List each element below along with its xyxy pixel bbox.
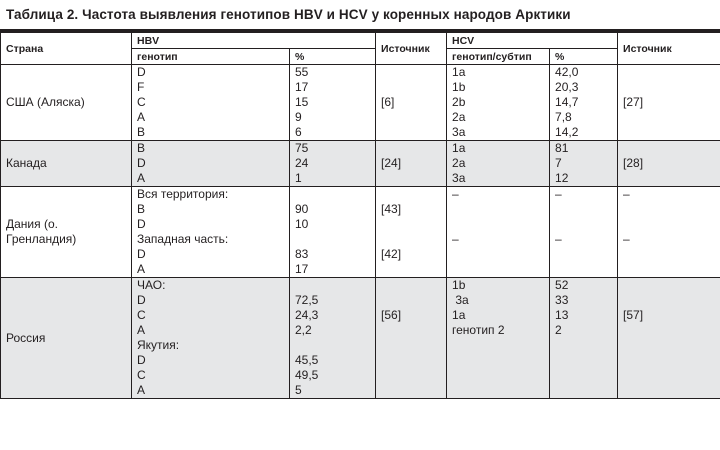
hcv-percent-cell xyxy=(550,278,618,399)
hcv-genotype-cell xyxy=(447,278,550,399)
list-item: C xyxy=(137,368,146,382)
list-item: A xyxy=(137,262,146,276)
list-item xyxy=(295,232,370,247)
hcv-percent-cell xyxy=(550,141,618,187)
dash: – xyxy=(555,232,562,246)
list-item: C xyxy=(137,308,146,322)
country-cell: Канада xyxy=(1,141,132,187)
header-source-hcv: Источник xyxy=(618,33,720,65)
country-cell: Дания (о. Гренландия) xyxy=(1,187,132,278)
spacer xyxy=(555,338,612,353)
spacer xyxy=(623,217,715,232)
list-item: D xyxy=(137,293,146,307)
spacer xyxy=(623,323,715,338)
hbv-percent-cell xyxy=(290,278,376,399)
list-item: 5 xyxy=(295,383,302,397)
list-item: 3a xyxy=(452,171,466,185)
list-item: D xyxy=(137,247,146,261)
hcv-percent-cell xyxy=(550,65,618,141)
list-item: A xyxy=(137,171,146,185)
hcv-genotype-cell xyxy=(447,65,550,141)
hbv-genotype-cell xyxy=(132,65,290,141)
list-item: A xyxy=(137,110,146,124)
list-item: 12 xyxy=(555,171,569,185)
hbv-genotype-cell xyxy=(132,187,290,278)
hbv-source-cell: [24] xyxy=(376,141,447,187)
spacer xyxy=(623,278,715,293)
list-item: 42,0 xyxy=(555,65,579,79)
list-item: 2 xyxy=(555,323,562,337)
spacer xyxy=(452,383,544,398)
list-item: 52 xyxy=(555,278,569,292)
list-item xyxy=(295,338,370,353)
list-item: D xyxy=(137,156,146,170)
dash: – xyxy=(452,187,459,201)
table-row-russia xyxy=(1,278,720,399)
list-item: [57] xyxy=(623,308,644,322)
dash: – xyxy=(452,232,459,246)
hbv-source-cell xyxy=(376,187,447,278)
spacer xyxy=(381,217,441,232)
list-item: 13 xyxy=(555,308,569,322)
spacer xyxy=(381,323,441,338)
list-item: 9 xyxy=(295,110,302,124)
list-item: 1a xyxy=(452,308,466,322)
hbv-genotype-cell xyxy=(132,278,290,399)
spacer xyxy=(452,353,544,368)
hbv-source-cell xyxy=(376,278,447,399)
hbv-genotype-cell xyxy=(132,141,290,187)
list-item: 2b xyxy=(452,95,466,109)
spacer xyxy=(623,202,715,217)
list-item: Вся территория: xyxy=(137,187,229,201)
hcv-source-cell: [28] xyxy=(618,141,720,187)
header-hcv-percent: % xyxy=(550,49,618,65)
spacer xyxy=(623,247,715,262)
spacer xyxy=(452,368,544,383)
list-item: генотип 2 xyxy=(452,323,505,337)
list-item: 6 xyxy=(295,125,302,139)
hcv-genotype-cell xyxy=(447,141,550,187)
list-item: B xyxy=(137,202,146,216)
spacer xyxy=(623,293,715,308)
spacer xyxy=(381,232,441,247)
list-item: 3a xyxy=(452,125,466,139)
list-item: 17 xyxy=(295,80,309,94)
list-item: 33 xyxy=(555,293,569,307)
spacer xyxy=(623,338,715,353)
list-item: 81 xyxy=(555,141,569,155)
list-item xyxy=(295,278,370,293)
spacer xyxy=(452,262,544,277)
list-item: D xyxy=(137,353,146,367)
header-hcv-genotype: генотип/субтип xyxy=(447,49,550,65)
dash: – xyxy=(623,187,630,201)
table-row-denmark xyxy=(1,187,720,278)
hcv-source-cell xyxy=(618,187,720,278)
list-item: 7,8 xyxy=(555,110,572,124)
spacer xyxy=(381,278,441,293)
list-item: 49,5 xyxy=(295,368,319,382)
hcv-percent-cell xyxy=(550,187,618,278)
spacer xyxy=(452,202,544,217)
list-item xyxy=(295,187,370,202)
list-item: 14,7 xyxy=(555,95,579,109)
list-item: 24,3 xyxy=(295,308,319,322)
spacer xyxy=(623,383,715,398)
spacer xyxy=(452,217,544,232)
table-row-usa xyxy=(1,65,720,141)
list-item: 10 xyxy=(295,217,309,231)
list-item: 1a xyxy=(452,65,466,79)
spacer xyxy=(555,202,612,217)
list-item: 45,5 xyxy=(295,353,319,367)
table-row-canada xyxy=(1,141,720,187)
list-item: 72,5 xyxy=(295,293,319,307)
list-item: 1a xyxy=(452,141,466,155)
list-item: 14,2 xyxy=(555,125,579,139)
list-item: 15 xyxy=(295,95,309,109)
list-item: 55 xyxy=(295,65,309,79)
list-item: D xyxy=(137,217,146,231)
header-hbv-genotype: генотип xyxy=(132,49,290,65)
genotype-table xyxy=(0,32,720,399)
header-hbv-percent: % xyxy=(290,49,376,65)
header-country: Страна xyxy=(1,33,132,65)
header-hcv: HCV xyxy=(447,33,618,49)
spacer xyxy=(381,368,441,383)
spacer xyxy=(555,383,612,398)
list-item: B xyxy=(137,125,146,139)
list-item: 2,2 xyxy=(295,323,312,337)
spacer xyxy=(381,383,441,398)
spacer xyxy=(381,353,441,368)
list-item: Западная часть: xyxy=(137,232,229,246)
list-item: 17 xyxy=(295,262,309,276)
list-item: A xyxy=(137,383,146,397)
list-item: 2a xyxy=(452,110,466,124)
header-hbv: HBV xyxy=(132,33,376,49)
list-item: 24 xyxy=(295,156,309,170)
spacer xyxy=(555,262,612,277)
list-item: B xyxy=(137,141,146,155)
list-item: [42] xyxy=(381,247,402,261)
list-item: 20,3 xyxy=(555,80,579,94)
spacer xyxy=(555,217,612,232)
list-item: [43] xyxy=(381,202,402,216)
list-item: 1 xyxy=(295,171,302,185)
country-cell: Россия xyxy=(1,278,132,399)
hbv-percent-cell xyxy=(290,187,376,278)
list-item: C xyxy=(137,95,146,109)
dash: – xyxy=(623,232,630,246)
spacer xyxy=(381,293,441,308)
hcv-genotype-cell xyxy=(447,187,550,278)
hbv-percent-cell xyxy=(290,65,376,141)
list-item: 90 xyxy=(295,202,309,216)
spacer xyxy=(623,353,715,368)
dash: – xyxy=(555,187,562,201)
hbv-source-cell: [6] xyxy=(376,65,447,141)
list-item: A xyxy=(137,323,146,337)
spacer xyxy=(623,262,715,277)
spacer xyxy=(452,338,544,353)
list-item: 1b xyxy=(452,80,466,94)
list-item: F xyxy=(137,80,145,94)
list-item: D xyxy=(137,65,146,79)
spacer xyxy=(555,353,612,368)
hcv-source-cell xyxy=(618,278,720,399)
list-item: 75 xyxy=(295,141,309,155)
list-item: ЧАО: xyxy=(137,278,166,292)
list-item: 3a xyxy=(452,293,469,307)
spacer xyxy=(381,338,441,353)
spacer xyxy=(623,368,715,383)
country-cell: США (Аляска) xyxy=(1,65,132,141)
list-item: 7 xyxy=(555,156,562,170)
spacer xyxy=(555,247,612,262)
spacer xyxy=(555,368,612,383)
list-item: [56] xyxy=(381,308,402,322)
list-item: 2a xyxy=(452,156,466,170)
list-item: 83 xyxy=(295,247,309,261)
table-title: Таблица 2. Частота выявления генотипов HBV и HCV у коренных народов Арктики xyxy=(0,0,720,32)
spacer xyxy=(381,187,441,202)
header-source-hbv: Источник xyxy=(376,33,447,65)
list-item: Якутия: xyxy=(137,338,180,352)
spacer xyxy=(381,262,441,277)
list-item: 1b xyxy=(452,278,466,292)
spacer xyxy=(452,247,544,262)
hbv-percent-cell xyxy=(290,141,376,187)
hcv-source-cell: [27] xyxy=(618,65,720,141)
